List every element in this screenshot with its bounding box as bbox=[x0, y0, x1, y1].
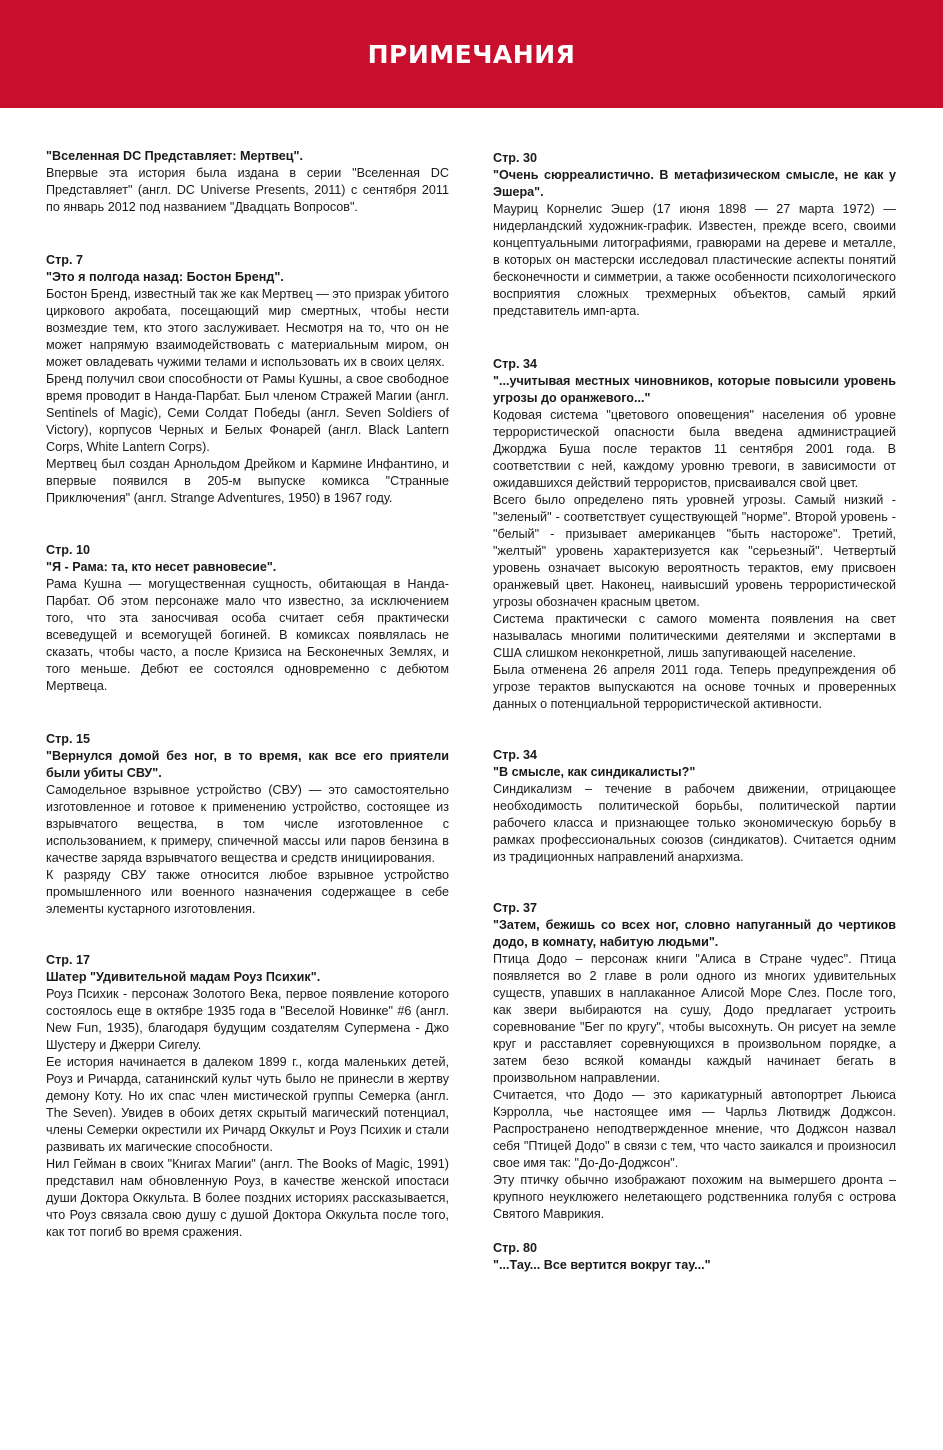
note-paragraph: Впервые эта история была издана в серии "Вселенная DC Представляет" (англ. DC Universe Presents, 2011) с сентября 2011 по январь 2012 под названием "Двадцать Вопросов". bbox=[46, 166, 449, 214]
note-paragraph: Бостон Бренд, известный так же как Мертвец — это призрак убитого циркового акробата, посещающий мир смертных, чтобы нести возмездие тем, кто этого заслуживает. Несмотря на то, что он не может напрямую взаимодействовать с материальным миром, он может овладевать чужими телами и использовать их в своих целях. bbox=[46, 287, 449, 369]
note-paragraph: Кодовая система "цветового оповещения" населения об уровне террористической опасности была введена администрацией Джорджа Буша после терактов 11 сентября 2001 года. В соответствии с ней, каждому уровню тревоги, в зависимости от ожидавшихся действий террористов, присваивался свой цвет. bbox=[493, 408, 896, 490]
note-paragraph: Мертвец был создан Арнольдом Дрейком и Кармине Инфантино, и впервые появился в 205-м выпуске комикса "Странные Приключения" (англ. Strange Adventures, 1950) в 1967 году. bbox=[46, 457, 449, 505]
note-dc-presents bbox=[46, 148, 449, 216]
note-page-number: Стр. 7 bbox=[46, 253, 83, 267]
note-page-number: Стр. 10 bbox=[46, 543, 90, 557]
note-page-number: Стр. 80 bbox=[493, 1241, 537, 1255]
note-page-37 bbox=[493, 900, 896, 1223]
note-paragraph: Эту птичку обычно изображают похожим на вымершего дронта – крупного неуклюжего нелетающего родственника голубя с острова Святого Маврикия. bbox=[493, 1173, 896, 1221]
page-title: ПРИМЕЧАНИЯ bbox=[367, 39, 576, 69]
note-page-number: Стр. 34 bbox=[493, 748, 537, 762]
note-quote: "Очень сюрреалистично. В метафизическом смысле, не как у Эшера". bbox=[493, 168, 896, 199]
note-page-number: Стр. 37 bbox=[493, 901, 537, 915]
notes-column-left bbox=[46, 148, 449, 1241]
note-paragraph: Считается, что Додо — это карикатурный автопортрет Льюиса Кэрролла, чье настоящее имя — Чарльз Лютвидж Доджсон. Распространено неподтвержденное мнение, что Доджсон назвал себя "Птицей Додо" в связи с тем, что часто заикался и произносил свое имя так: "До-До-Доджсон". bbox=[493, 1088, 896, 1170]
note-paragraph: Синдикализм – течение в рабочем движении, отрицающее необходимость политической борьбы, политической партии рабочего класса и признающее только экономическую борьбу в рамках профессиональных союзов (синдикатов). Считается одним из традиционных направлений анархизма. bbox=[493, 782, 896, 864]
note-page-15 bbox=[46, 731, 449, 918]
note-page-30 bbox=[493, 150, 896, 320]
note-paragraph: Ее история начинается в далеком 1899 г., когда маленьких детей, Роуз и Ричарда, сатанинский культ чуть было не принесли в жертву демону Коту. Но их спас член мистической группы Семерка (англ. The Seven). Увидев в обоих детях скрытый магический потенциал, члены Семерки окрестили их Ричард Оккульт и Роуз Психик и стали развивать их магические способности. bbox=[46, 1055, 449, 1154]
page-header bbox=[0, 0, 943, 108]
note-page-number: Стр. 34 bbox=[493, 357, 537, 371]
note-quote: "...Тау... Все вертится вокруг тау..." bbox=[493, 1258, 711, 1272]
notes-column-right bbox=[493, 150, 896, 1274]
note-paragraph: Система практически с самого момента появления на свет называлась многими политическими деятелями и экспертами в США слишком неконкретной, лишь запугивающей население. bbox=[493, 612, 896, 660]
note-page-34-syndicalism bbox=[493, 747, 896, 866]
note-quote: "Это я полгода назад: Бостон Бренд". bbox=[46, 270, 284, 284]
note-page-34-threat bbox=[493, 356, 896, 713]
note-page-number: Стр. 17 bbox=[46, 953, 90, 967]
note-quote: "Затем, бежишь со всех ног, словно напуганный до чертиков додо, в комнату, набитую людьми". bbox=[493, 918, 896, 949]
note-page-number: Стр. 15 bbox=[46, 732, 90, 746]
note-quote: "...учитывая местных чиновников, которые повысили уровень угрозы до оранжевого..." bbox=[493, 374, 896, 405]
note-paragraph: Бренд получил свои способности от Рамы Кушны, а свое свободное время проводит в Нанда-Парбат. Был членом Стражей Магии (англ. Sentinels of Magic), Семи Солдат Победы (англ. Seven Soldiers of Victory), корпусов Черных и Белых Фонарей (англ. Black Lantern Corps, White Lantern Corps). bbox=[46, 372, 449, 454]
note-page-number: Стр. 30 bbox=[493, 151, 537, 165]
note-paragraph: Мауриц Корнелис Эшер (17 июня 1898 — 27 марта 1972) — нидерландский художник-график. Известен, прежде всего, своими концептуальными литографиями, гравюрами на дереве и металле, в которых он мастерски исследовал пластические аспекты понятий бесконечности и симметрии, а также особенности психологического восприятия сложных трехмерных объектов, самый яркий представитель имп-арта. bbox=[493, 202, 896, 318]
note-quote: "Вселенная DC Представляет: Мертвец". bbox=[46, 149, 304, 163]
note-paragraph: Самодельное взрывное устройство (СВУ) — это самостоятельно изготовленное и готовое к применению устройство, состоящее из взрывчатого вещества, в том числе изготовленное с использованием, к примеру, спичечной массы или паров бензина в качестве заряда взрывчатого вещества и средств инициирования. bbox=[46, 783, 449, 865]
note-paragraph: Нил Гейман в своих "Книгах Магии" (англ. The Books of Magic, 1991) представил нам обновленную Роуз, в качестве женской ипостаси души Доктора Оккульта. В более поздних историях рассказывается, что Роуз связала свою душу с душой Доктора Оккульта после того, как тот погиб во время сражения. bbox=[46, 1157, 449, 1239]
note-page-17 bbox=[46, 952, 449, 1241]
note-quote: "Вернулся домой без ног, в то время, как все его приятели были убиты СВУ". bbox=[46, 749, 449, 780]
note-page-10 bbox=[46, 542, 449, 695]
note-paragraph: Роуз Психик - персонаж Золотого Века, первое появление которого состоялось еще в октябре 1935 года в "Веселой Новинке" #6 (англ. New Fun, 1935), благодаря будущим создателям Супермена - Джо Шустеру и Джерри Сигелу. bbox=[46, 987, 449, 1052]
note-quote: Шатер "Удивительной мадам Роуз Психик". bbox=[46, 970, 321, 984]
note-paragraph: Была отменена 26 апреля 2011 года. Теперь предупреждения об угрозе терактов выпускаются на основе точных и проверенных данных о потенциальной террористической активности. bbox=[493, 663, 896, 711]
note-paragraph: Птица Додо – персонаж книги "Алиса в Стране чудес". Птица появляется во 2 главе в роли одного из многих удивительных существ, упавших в наплаканное Алисой Море Слез. После того, как звери выбираются на сушу, Додо предлагает устроить соревнование "Бег по кругу", чтобы высохнуть. Он рисует на земле круг и расставляет соревнующихся в произвольном порядке, а затем безо всякой команды каждый начинает бегать в произвольном направлении. bbox=[493, 952, 896, 1085]
note-page-7 bbox=[46, 252, 449, 507]
note-quote: "В смысле, как синдикалисты?" bbox=[493, 765, 696, 779]
note-quote: "Я - Рама: та, кто несет равновесие". bbox=[46, 560, 277, 574]
note-page-80 bbox=[493, 1240, 896, 1274]
note-paragraph: Рама Кушна — могущественная сущность, обитающая в Нанда-Парбат. Об этом персонаже мало что известно, за исключением того, что эта заносчивая особа считает себя практически всеведущей и всемогущей богиней. В комиксах появлялась не сказать, чтобы часто, а после Кризиса на Бесконечных Землях, и того меньше. Дебют ее состоялся одновременно с дебютом Мертвеца. bbox=[46, 577, 449, 693]
note-paragraph: Всего было определено пять уровней угрозы. Самый низкий - "зеленый" - соответствует существующей "норме". Второй уровень - "белый" - призывает американцев "быть настороже". Третий, "желтый" уровень характеризуется как "серьезный". Четвертый уровень означает высокую вероятность терактов, ему присвоен оранжевый цвет. Наконец, наивысший уровень террористической угрозы обозначен красным цветом. bbox=[493, 493, 896, 609]
note-paragraph: К разряду СВУ также относится любое взрывное устройство промышленного или военного назначения содержащее в себе элементы кустарного изготовления. bbox=[46, 868, 449, 916]
